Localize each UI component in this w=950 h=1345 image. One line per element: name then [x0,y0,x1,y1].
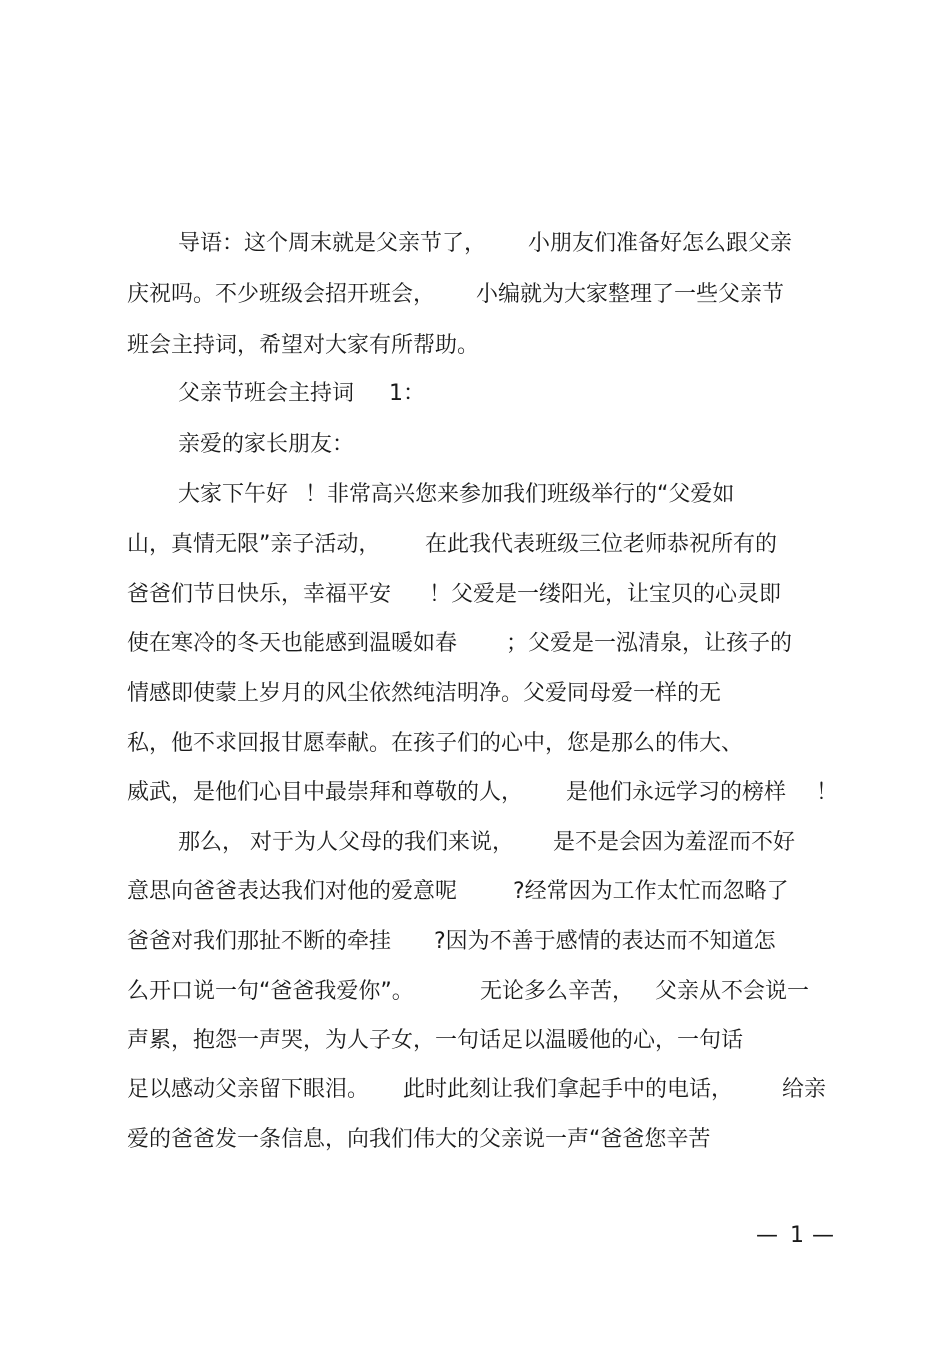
text-line [0,478,950,512]
text-segment: 父亲从不会说一 [655,979,810,1004]
text-segment: 大家下午好 [178,482,289,507]
text-segment: 给亲 [782,1077,827,1102]
text-segment: 爸爸对我们那扯不断的牵挂 [127,929,392,954]
text-line [0,826,950,860]
page-number: 1 [790,1223,804,1248]
text-line [0,925,950,959]
text-segment: 爱的爸爸发一条信息，向我们伟大的父亲说一声“爸爸您辛苦 [127,1127,711,1152]
text-line [0,377,950,411]
text-line [0,875,950,909]
text-line [0,1024,950,1058]
text-segment: 在此我代表班级三位老师恭祝所有的 [425,532,778,557]
text-line [0,227,950,261]
page-number-dash-right: — [812,1223,834,1248]
text-line [0,528,950,562]
text-line [0,278,950,312]
text-segment: 亲爱的家长朋友： [178,432,355,457]
text-segment: ！非常高兴您来参加我们班级举行的“父爱如 [305,482,735,507]
text-line [0,677,950,711]
text-segment: 么开口说一句“爸爸我爱你”。 [127,979,414,1004]
text-segment: 意思向爸爸表达我们对他的爱意呢 [127,879,458,904]
text-segment: 情感即使蒙上岁月的风尘依然纯洁明净。父爱同母爱一样的无 [127,681,722,706]
text-line [0,776,950,810]
text-segment: 威武，是他们心目中最崇拜和尊敬的人， [127,780,524,805]
text-segment: ；父爱是一泓清泉，让孩子的 [506,631,793,656]
page-footer [740,1219,840,1253]
page-number-dash-left: — [756,1223,778,1248]
text-line [0,627,950,661]
text-line [0,578,950,612]
text-segment: ?因为不善于感情的表达而不知道怎 [434,929,776,954]
text-line [0,329,950,363]
text-segment: 是不是会因为羞涩而不好 [553,830,796,855]
text-segment: 无论多么辛苦， [480,979,635,1004]
text-line [0,1073,950,1107]
text-segment: 庆祝吗。不少班级会招开班会， [127,282,436,307]
text-line [0,727,950,761]
text-segment: 山，真情无限”亲子活动， [127,532,381,557]
text-segment: 对于为人父母的我们来说， [250,830,515,855]
text-segment: ！ [816,780,839,805]
text-segment: 1： [389,381,425,406]
text-segment: 班会主持词，希望对大家有所帮助。 [127,333,480,358]
text-segment: 声累，抱怨一声哭，为人子女，一句话足以温暖他的心，一句话 [127,1028,744,1053]
text-line [0,975,950,1009]
text-segment: 小编就为大家整理了一些父亲节 [476,282,785,307]
text-segment: 是他们永远学习的榜样 [566,780,787,805]
text-segment: 那么， [178,830,245,855]
text-line [0,1123,950,1157]
text-segment: 导语：这个周末就是父亲节了， [178,231,487,256]
text-segment: 足以感动父亲留下眼泪。 [127,1077,370,1102]
text-segment: 小朋友们准备好怎么跟父亲 [528,231,793,256]
text-segment: 父亲节班会主持词 [178,381,355,406]
text-segment: 私，他不求回报甘愿奉献。在孩子们的心中，您是那么的伟大、 [127,731,744,756]
text-segment: ?经常因为工作太忙而忽略了 [513,879,789,904]
text-segment: 爸爸们节日快乐，幸福平安 [127,582,392,607]
text-segment: ！父爱是一缕阳光，让宝贝的心灵即 [429,582,782,607]
text-line [0,428,950,462]
text-segment: 使在寒冷的冬天也能感到温暖如春 [127,631,458,656]
text-segment: 此时此刻让我们拿起手中的电话， [403,1077,734,1102]
